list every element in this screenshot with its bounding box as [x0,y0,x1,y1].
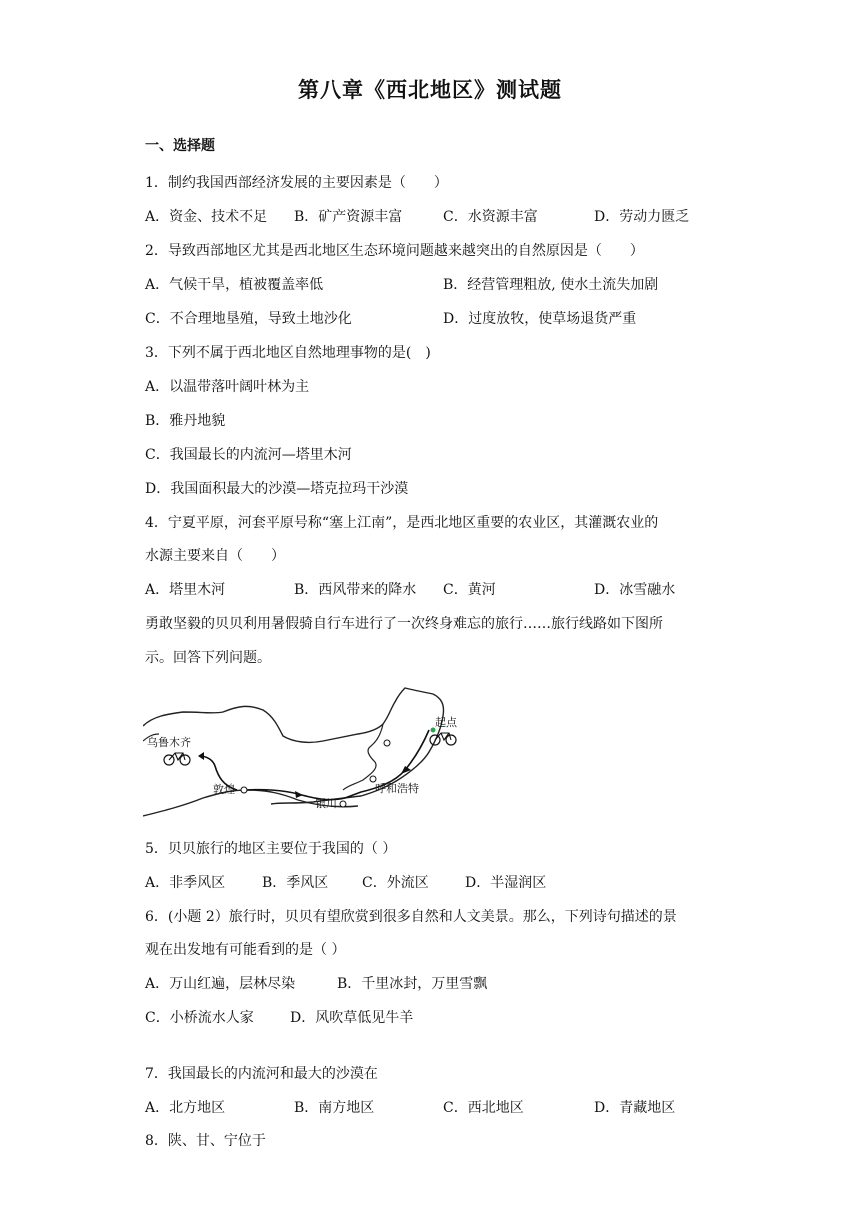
city-marker [384,740,390,746]
travel-route-map [143,686,475,818]
q4-option-c: C．黄河 [443,582,496,598]
map-label-yinchuan: 银川 [315,797,337,810]
q4-option-a: A．塔里木河 [145,582,226,598]
q1-option-c: C．水资源丰富 [443,209,538,225]
city-marker-dunhuang [241,787,247,793]
question-6-stem-line1: 6．(小题 2）旅行时，贝贝有望欣赏到很多自然和人文美景。那么，下列诗句描述的景 [145,909,677,925]
question-4-stem-line1: 4．宁夏平原，河套平原号称“塞上江南”，是西北地区重要的农业区，其灌溉农业的 [145,515,659,531]
q6-option-b: B．千里冰封，万里雪飘 [337,976,488,992]
q6-option-a: A．万山红遍，层林尽染 [145,976,296,992]
q7-option-d: D．青藏地区 [594,1100,676,1116]
question-1-stem: 1．制约我国西部经济发展的主要因素是（ ） [145,175,448,191]
q5-option-b: B．季风区 [262,875,329,891]
map-label-urumqi: 乌鲁木齐 [147,736,191,749]
question-7-stem: 7．我国最长的内流河和最大的沙漠在 [145,1066,378,1082]
q7-option-a: A．北方地区 [145,1100,226,1116]
q3-option-c: C．我国最长的内流河—塔里木河 [145,447,352,463]
q2-option-a: A．气候干旱，植被覆盖率低 [145,277,324,293]
q1-option-a: A．资金、技术不足 [145,209,268,225]
q2-option-c: C．不合理地垦殖，导致土地沙化 [145,311,352,327]
q7-option-c: C．西北地区 [443,1100,524,1116]
q4-option-b: B．西风带来的降水 [294,582,417,598]
map-label-dunhuang: 敦煌 [213,783,235,796]
intro-line2: 示。回答下列问题。 [145,650,271,666]
route-arrow [198,752,204,760]
q6-option-c: C．小桥流水人家 [145,1010,254,1026]
question-4-stem-line2: 水源主要来自（ ） [145,548,285,564]
page-title: 第八章《西北地区》测试题 [298,78,562,102]
question-8-stem: 8．陕、甘、宁位于 [145,1133,266,1149]
q3-option-b: B．雅丹地貌 [145,413,226,429]
q3-option-d: D．我国面积最大的沙漠—塔克拉玛干沙漠 [145,481,409,497]
question-3-stem: 3．下列不属于西北地区自然地理事物的是( ) [145,345,431,361]
q1-option-d: D．劳动力匮乏 [594,209,690,225]
q2-option-b: B．经营管理粗放, 使水土流失加剧 [443,277,659,293]
q2-option-d: D．过度放牧，使草场退货严重 [443,311,637,327]
q1-option-b: B．矿产资源丰富 [294,209,403,225]
inner-contour-line [343,724,383,790]
bicycle-icon-urumqi [164,753,190,765]
q6-option-d: D．风吹草低见牛羊 [290,1010,414,1026]
q7-option-b: B．南方地区 [294,1100,375,1116]
route-arrow [295,791,303,798]
q3-option-a: A．以温带落叶阔叶林为主 [145,379,310,395]
map-label-start: 起点 [435,716,457,729]
q5-option-c: C．外流区 [362,875,429,891]
question-6-stem-line2: 观在出发地有可能看到的是（ ） [145,942,346,958]
intro-line1: 勇敢坚毅的贝贝利用暑假骑自行车进行了一次终身难忘的旅行……旅行线路如下图所 [145,616,663,632]
q5-option-a: A．非季风区 [145,875,226,891]
question-5-stem: 5．贝贝旅行的地区主要位于我国的（ ） [145,841,397,857]
q4-option-d: D．冰雪融水 [594,582,676,598]
section-heading: 一、选择题 [145,138,215,154]
map-label-hohhot: 呼和浩特 [375,782,419,795]
city-marker-yinchuan [340,801,346,807]
question-2-stem: 2．导致西部地区尤其是西北地区生态环境问题越来越突出的自然原因是（ ） [145,243,644,259]
q5-option-d: D．半湿润区 [465,875,547,891]
